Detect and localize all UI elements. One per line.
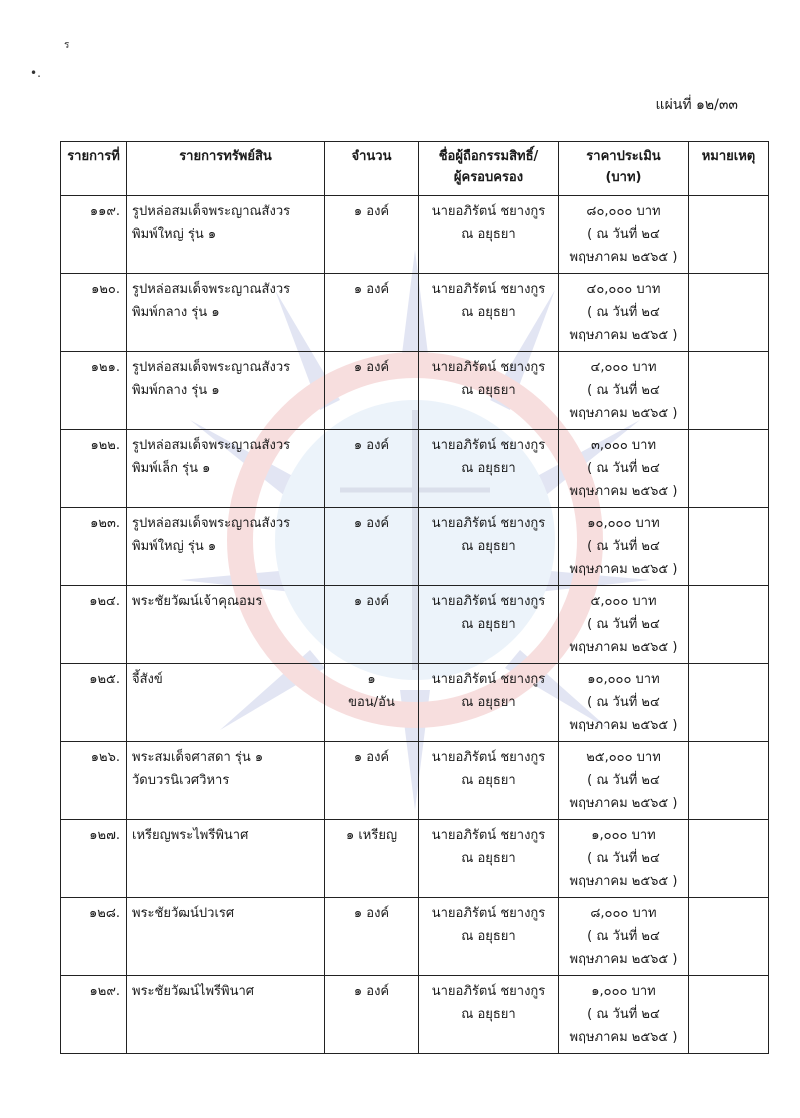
owner-line2: ณ อยุธยา [461, 617, 516, 632]
asset-description [127, 742, 325, 820]
table-row [61, 352, 769, 430]
asset-line1: จี้สังข์ [132, 672, 163, 687]
price-date-line1: ( ณ วันที่ ๒๔ [587, 383, 660, 398]
quantity [325, 274, 419, 352]
price-date-line2: พฤษภาคม ๒๕๖๕ ) [569, 562, 678, 577]
quantity [325, 742, 419, 820]
item-number: ๑๒๗. [61, 820, 127, 898]
asset-description [127, 352, 325, 430]
quantity [325, 586, 419, 664]
asset-description [127, 586, 325, 664]
asset-line2: พิมพ์ใหญ่ รุ่น ๑ [132, 227, 217, 242]
price-date-line1: ( ณ วันที่ ๒๔ [587, 461, 660, 476]
table-row [61, 586, 769, 664]
owner-line1: นายอภิรัตน์ ชยางกูร [431, 516, 546, 531]
scan-mark: ร [64, 40, 70, 51]
asset-line2: พิมพ์กลาง รุ่น ๑ [132, 383, 220, 398]
price-date-line2: พฤษภาคม ๒๕๖๕ ) [569, 328, 678, 343]
price-value: ๘,๐๐๐ บาท [590, 906, 657, 921]
remark [689, 742, 769, 820]
appraised-price [559, 898, 689, 976]
price-value: ๘๐,๐๐๐ บาท [586, 204, 661, 219]
item-number: ๑๒๘. [61, 898, 127, 976]
item-number: ๑๒๔. [61, 586, 127, 664]
quantity-line1: ๑ เหรียญ [345, 828, 398, 843]
owner-line2: ณ อยุธยา [461, 773, 516, 788]
price-date-line1: ( ณ วันที่ ๒๔ [587, 227, 660, 242]
owner [419, 742, 559, 820]
asset-line1: รูปหล่อสมเด็จพระญาณสังวร [132, 282, 291, 297]
sheet-number: แผ่นที่ ๑๒/๓๓ [655, 97, 738, 113]
price-date-line2: พฤษภาคม ๒๕๖๕ ) [569, 718, 678, 733]
owner [419, 976, 559, 1054]
header-quantity: จำนวน [325, 142, 419, 196]
quantity [325, 508, 419, 586]
item-number: ๑๒๙. [61, 976, 127, 1054]
owner-line1: นายอภิรัตน์ ชยางกูร [431, 984, 546, 999]
remark [689, 196, 769, 274]
asset-line1: รูปหล่อสมเด็จพระญาณสังวร [132, 438, 291, 453]
price-value: ๓,๐๐๐ บาท [590, 438, 657, 453]
price-date-line2: พฤษภาคม ๒๕๖๕ ) [569, 484, 678, 499]
asset-description [127, 820, 325, 898]
table-row [61, 976, 769, 1054]
asset-description [127, 274, 325, 352]
asset-line2: พิมพ์ใหญ่ รุ่น ๑ [132, 539, 217, 554]
owner-line1: นายอภิรัตน์ ชยางกูร [431, 360, 546, 375]
quantity [325, 898, 419, 976]
owner-line1: นายอภิรัตน์ ชยางกูร [431, 750, 546, 765]
quantity-line1: ๑ องค์ [353, 750, 390, 765]
item-number: ๑๒๖. [61, 742, 127, 820]
price-value: ๒๕,๐๐๐ บาท [586, 750, 661, 765]
owner-line2: ณ อยุธยา [461, 227, 516, 242]
remark [689, 352, 769, 430]
quantity [325, 976, 419, 1054]
remark [689, 820, 769, 898]
asset-line1: พระชัยวัฒน์เจ้าคุณอมร [132, 594, 263, 609]
header-remark: หมายเหตุ [689, 142, 769, 196]
owner [419, 274, 559, 352]
asset-line1: พระชัยวัฒน์ไพรีพินาศ [132, 984, 255, 999]
item-number: ๑๒๓. [61, 508, 127, 586]
price-date-line2: พฤษภาคม ๒๕๖๕ ) [569, 874, 678, 889]
price-date-line1: ( ณ วันที่ ๒๔ [587, 773, 660, 788]
asset-line1: รูปหล่อสมเด็จพระญาณสังวร [132, 204, 291, 219]
price-date-line1: ( ณ วันที่ ๒๔ [587, 617, 660, 632]
owner-line1: นายอภิรัตน์ ชยางกูร [431, 438, 546, 453]
appraised-price [559, 664, 689, 742]
owner-line1: นายอภิรัตน์ ชยางกูร [431, 204, 546, 219]
price-value: ๕,๐๐๐ บาท [590, 594, 657, 609]
quantity-line1: ๑ องค์ [353, 906, 390, 921]
quantity [325, 196, 419, 274]
owner [419, 430, 559, 508]
quantity-line2: ขอน/อัน [348, 695, 395, 710]
price-value: ๑๐,๐๐๐ บาท [587, 516, 660, 531]
table-row [61, 508, 769, 586]
quantity-line1: ๑ [367, 672, 376, 687]
table-row [61, 664, 769, 742]
owner-line1: นายอภิรัตน์ ชยางกูร [431, 594, 546, 609]
asset-line1: พระสมเด็จศาสดา รุ่น ๑ [132, 750, 264, 765]
item-number: ๑๒๑. [61, 352, 127, 430]
asset-description [127, 976, 325, 1054]
owner [419, 898, 559, 976]
quantity [325, 664, 419, 742]
table-row [61, 742, 769, 820]
owner [419, 664, 559, 742]
appraised-price [559, 976, 689, 1054]
asset-description [127, 508, 325, 586]
table-row [61, 820, 769, 898]
appraised-price [559, 274, 689, 352]
quantity-line1: ๑ องค์ [353, 360, 390, 375]
quantity [325, 430, 419, 508]
header-owner [419, 142, 559, 196]
remark [689, 898, 769, 976]
item-number: ๑๑๙. [61, 196, 127, 274]
asset-line1: พระชัยวัฒน์ปวเรศ [132, 906, 235, 921]
quantity-line1: ๑ องค์ [353, 594, 390, 609]
price-date-line1: ( ณ วันที่ ๒๔ [587, 305, 660, 320]
header-item-no: รายการที่ [61, 142, 127, 196]
price-date-line1: ( ณ วันที่ ๒๔ [587, 1007, 660, 1022]
header-owner-line1: ชื่อผู้ถือกรรมสิทธิ์/ [438, 149, 539, 164]
quantity-line1: ๑ องค์ [353, 204, 390, 219]
appraised-price [559, 742, 689, 820]
asset-line2: พิมพ์กลาง รุ่น ๑ [132, 305, 220, 320]
price-value: ๔๐,๐๐๐ บาท [586, 282, 661, 297]
owner [419, 352, 559, 430]
quantity-line1: ๑ องค์ [353, 516, 390, 531]
price-value: ๑,๐๐๐ บาท [591, 984, 656, 999]
owner-line2: ณ อยุธยา [461, 461, 516, 476]
owner-line2: ณ อยุธยา [461, 929, 516, 944]
table-row [61, 196, 769, 274]
owner [419, 586, 559, 664]
asset-description [127, 430, 325, 508]
price-value: ๑,๐๐๐ บาท [591, 828, 656, 843]
quantity [325, 352, 419, 430]
price-date-line2: พฤษภาคม ๒๕๖๕ ) [569, 640, 678, 655]
remark [689, 664, 769, 742]
price-date-line2: พฤษภาคม ๒๕๖๕ ) [569, 1030, 678, 1045]
owner-line1: นายอภิรัตน์ ชยางกูร [431, 672, 546, 687]
quantity-line1: ๑ องค์ [353, 438, 390, 453]
table-row [61, 898, 769, 976]
appraised-price [559, 352, 689, 430]
price-date-line1: ( ณ วันที่ ๒๔ [587, 851, 660, 866]
remark [689, 586, 769, 664]
quantity-line1: ๑ องค์ [353, 984, 390, 999]
appraised-price [559, 586, 689, 664]
asset-line2: พิมพ์เล็ก รุ่น ๑ [132, 461, 211, 476]
owner-line2: ณ อยุธยา [461, 695, 516, 710]
owner-line1: นายอภิรัตน์ ชยางกูร [431, 282, 546, 297]
price-date-line2: พฤษภาคม ๒๕๖๕ ) [569, 796, 678, 811]
owner-line2: ณ อยุธยา [461, 383, 516, 398]
remark [689, 430, 769, 508]
table-header-row [61, 142, 769, 196]
appraised-price [559, 820, 689, 898]
price-date-line2: พฤษภาคม ๒๕๖๕ ) [569, 952, 678, 967]
owner-line1: นายอภิรัตน์ ชยางกูร [431, 906, 546, 921]
remark [689, 274, 769, 352]
asset-line1: รูปหล่อสมเด็จพระญาณสังวร [132, 516, 291, 531]
price-date-line1: ( ณ วันที่ ๒๔ [587, 539, 660, 554]
price-date-line1: ( ณ วันที่ ๒๔ [587, 695, 660, 710]
header-asset: รายการทรัพย์สิน [127, 142, 325, 196]
owner-line2: ณ อยุธยา [461, 851, 516, 866]
price-date-line1: ( ณ วันที่ ๒๔ [587, 929, 660, 944]
price-value: ๑๐,๐๐๐ บาท [587, 672, 660, 687]
owner [419, 508, 559, 586]
quantity [325, 820, 419, 898]
header-price-line2: (บาท) [605, 170, 642, 185]
table-row [61, 430, 769, 508]
asset-line1: เหรียญพระไพรีพินาศ [132, 828, 249, 843]
asset-description [127, 898, 325, 976]
asset-line1: รูปหล่อสมเด็จพระญาณสังวร [132, 360, 291, 375]
header-owner-line2: ผู้ครอบครอง [453, 170, 524, 185]
owner [419, 820, 559, 898]
owner-line2: ณ อยุธยา [461, 539, 516, 554]
asset-description [127, 196, 325, 274]
price-date-line2: พฤษภาคม ๒๕๖๕ ) [569, 250, 678, 265]
appraised-price [559, 508, 689, 586]
price-value: ๔,๐๐๐ บาท [590, 360, 657, 375]
asset-table [60, 141, 769, 1054]
asset-description [127, 664, 325, 742]
item-number: ๑๒๕. [61, 664, 127, 742]
remark [689, 508, 769, 586]
item-number: ๑๒๐. [61, 274, 127, 352]
price-date-line2: พฤษภาคม ๒๕๖๕ ) [569, 406, 678, 421]
owner-line2: ณ อยุธยา [461, 1007, 516, 1022]
appraised-price [559, 196, 689, 274]
item-number: ๑๒๒. [61, 430, 127, 508]
appraised-price [559, 430, 689, 508]
quantity-line1: ๑ องค์ [353, 282, 390, 297]
header-price-line1: ราคาประเมิน [586, 149, 661, 164]
asset-line2: วัดบวรนิเวศวิหาร [132, 773, 230, 788]
scan-mark: •. [30, 66, 41, 80]
owner-line2: ณ อยุธยา [461, 305, 516, 320]
header-price [559, 142, 689, 196]
owner-line1: นายอภิรัตน์ ชยางกูร [431, 828, 546, 843]
table-row [61, 274, 769, 352]
owner [419, 196, 559, 274]
remark [689, 976, 769, 1054]
